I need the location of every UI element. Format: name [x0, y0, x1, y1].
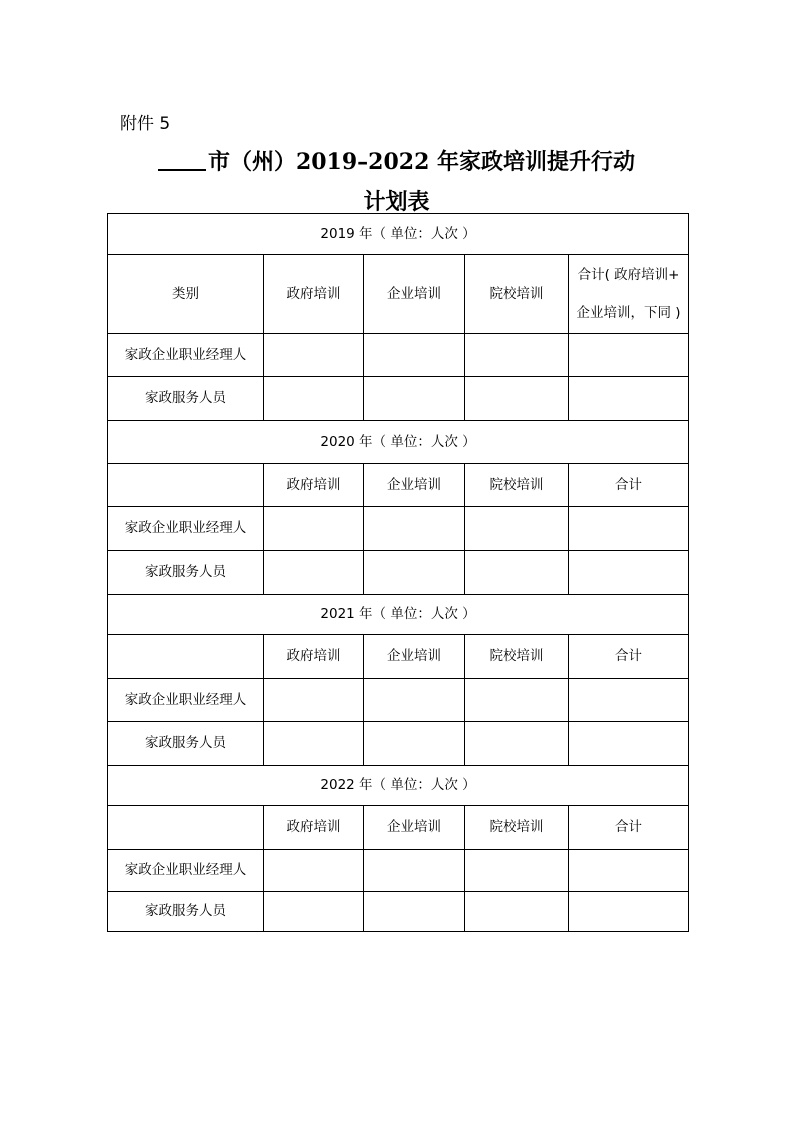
cell-total[interactable] [569, 722, 689, 766]
year-row-2020 [108, 421, 689, 464]
document-subtitle: 计划表 [363, 189, 430, 215]
row-label-manager: 家政企业职业经理人 [108, 334, 264, 377]
row-label-manager: 家政企业职业经理人 [108, 679, 264, 722]
data-row-staff [108, 722, 689, 766]
col-enterprise-training: 企业培训 [364, 806, 465, 850]
col-gov-training: 政府培训 [264, 255, 364, 334]
cell-school[interactable] [465, 850, 569, 892]
cell-school[interactable] [465, 722, 569, 766]
cell-enterprise[interactable] [364, 722, 465, 766]
col-total-line-1: 合计( 政府培训+ [577, 267, 680, 283]
cell-total[interactable] [569, 377, 689, 421]
data-row-manager [108, 850, 689, 892]
cell-gov[interactable] [264, 507, 364, 551]
col-school-training: 院校培训 [465, 464, 569, 507]
col-school-training: 院校培训 [465, 255, 569, 334]
cell-school[interactable] [465, 377, 569, 421]
col-total: 合计 [569, 464, 689, 507]
col-enterprise-training: 企业培训 [364, 635, 465, 679]
col-total: 合计 [569, 635, 689, 679]
column-header-row [108, 464, 689, 507]
col-total [569, 255, 689, 334]
attachment-label: 附件 5 [120, 114, 171, 134]
cell-enterprise[interactable] [364, 679, 465, 722]
data-row-staff [108, 892, 689, 932]
cell-enterprise[interactable] [364, 507, 465, 551]
col-school-training: 院校培训 [465, 635, 569, 679]
year-header: 2019 年（ 单位：人次 ） [108, 214, 689, 255]
cell-total[interactable] [569, 507, 689, 551]
year-header: 2022 年（ 单位：人次 ） [108, 766, 689, 806]
cell-school[interactable] [465, 892, 569, 932]
data-row-manager [108, 679, 689, 722]
data-row-manager [108, 334, 689, 377]
year-header: 2021 年（ 单位：人次 ） [108, 595, 689, 635]
cell-enterprise[interactable] [364, 551, 465, 595]
cell-gov[interactable] [264, 551, 364, 595]
cell-total[interactable] [569, 892, 689, 932]
cell-gov[interactable] [264, 334, 364, 377]
cell-total[interactable] [569, 679, 689, 722]
cell-enterprise[interactable] [364, 850, 465, 892]
col-category: 类别 [108, 255, 264, 334]
col-school-training: 院校培训 [465, 806, 569, 850]
data-row-manager [108, 507, 689, 551]
plan-table [107, 213, 689, 932]
cell-total[interactable] [569, 551, 689, 595]
data-row-staff [108, 551, 689, 595]
col-total-line-2: 企业培训，下同 ) [576, 305, 681, 321]
row-label-staff: 家政服务人员 [108, 722, 264, 766]
cell-total[interactable] [569, 334, 689, 377]
row-label-staff: 家政服务人员 [108, 892, 264, 932]
cell-gov[interactable] [264, 722, 364, 766]
column-header-row [108, 255, 689, 334]
col-category-empty [108, 464, 264, 507]
cell-enterprise[interactable] [364, 377, 465, 421]
city-blank-line [158, 149, 206, 171]
cell-gov[interactable] [264, 377, 364, 421]
year-row-2022 [108, 766, 689, 806]
col-enterprise-training: 企业培训 [364, 255, 465, 334]
col-category-empty [108, 806, 264, 850]
cell-enterprise[interactable] [364, 892, 465, 932]
column-header-row [108, 635, 689, 679]
document-title [0, 145, 793, 176]
col-gov-training: 政府培训 [264, 464, 364, 507]
cell-enterprise[interactable] [364, 334, 465, 377]
year-row-2019 [108, 214, 689, 255]
cell-gov[interactable] [264, 679, 364, 722]
cell-school[interactable] [465, 507, 569, 551]
cell-gov[interactable] [264, 850, 364, 892]
cell-school[interactable] [465, 551, 569, 595]
row-label-staff: 家政服务人员 [108, 377, 264, 421]
col-gov-training: 政府培训 [264, 635, 364, 679]
row-label-staff: 家政服务人员 [108, 551, 264, 595]
year-header: 2020 年（ 单位：人次 ） [108, 421, 689, 464]
col-enterprise-training: 企业培训 [364, 464, 465, 507]
cell-gov[interactable] [264, 892, 364, 932]
title-line-1: 市（州）2019–2022 年家政培训提升行动 [207, 149, 636, 175]
data-row-staff [108, 377, 689, 421]
row-label-manager: 家政企业职业经理人 [108, 850, 264, 892]
cell-school[interactable] [465, 334, 569, 377]
year-row-2021 [108, 595, 689, 635]
col-gov-training: 政府培训 [264, 806, 364, 850]
cell-total[interactable] [569, 850, 689, 892]
col-total: 合计 [569, 806, 689, 850]
col-category-empty [108, 635, 264, 679]
column-header-row [108, 806, 689, 850]
cell-school[interactable] [465, 679, 569, 722]
row-label-manager: 家政企业职业经理人 [108, 507, 264, 551]
